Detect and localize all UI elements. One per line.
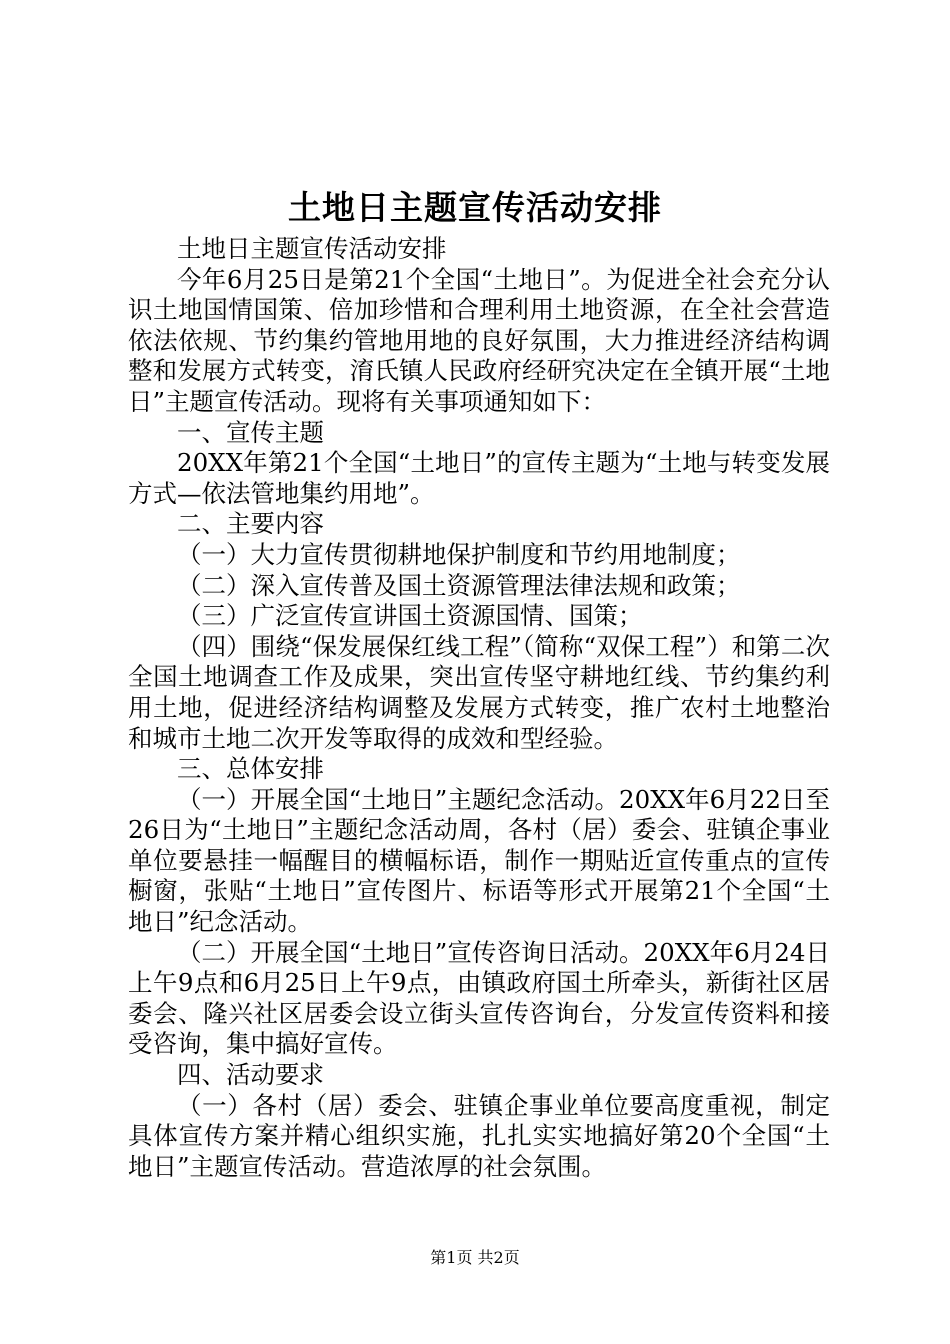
section-heading-theme: 一、宣传主题	[177, 417, 324, 447]
content-item-2: （二）深入宣传普及国土资源管理法律法规和政策；	[177, 570, 741, 600]
document-body	[128, 234, 830, 1182]
section-heading-arrangement: 三、总体安排	[177, 754, 324, 784]
arrangement-item-2: （二）开展全国“土地日”宣传咨询日活动。20XX年6月24日上午9点和6月25日上午9点，由镇政府国土所牵头，新街社区居委会、隆兴社区居委会设立街头宣传咨询台，分发宣传资料和接受咨询，集中搞好宣传。	[128, 937, 830, 1059]
section-heading-content: 二、主要内容	[177, 509, 324, 539]
requirement-item-1: （一）各村（居）委会、驻镇企事业单位要高度重视，制定具体宣传方案并精心组织实施，扎扎实实地搞好第20个全国“土地日”主题宣传活动。营造浓厚的社会氛围。	[128, 1090, 830, 1181]
content-item-4: （四）围绕“保发展保红线工程”（简称“双保工程”）和第二次全国土地调查工作及成果，突出宣传坚守耕地红线、节约集约利用土地，促进经济结构调整及发展方式转变，推广农村土地整治和城市土地二次开发等取得的成效和型经验。	[128, 631, 830, 753]
intro-paragraph: 今年6月25日是第21个全国“土地日”。为促进全社会充分认识土地国情国策、倍加珍惜和合理利用土地资源，在全社会营造依法依规、节约集约管地用地的良好氛围，大力推进经济结构调整和发展方式转变，淯氏镇人民政府经研究决定在全镇开展“土地日”主题宣传活动。现将有关事项通知如下：	[128, 264, 830, 416]
page-footer: 第1页 共2页	[430, 1248, 520, 1267]
section-heading-requirements: 四、活动要求	[177, 1060, 324, 1090]
theme-paragraph: 20XX年第21个全国“土地日”的宣传主题为“土地与转变发展方式—依法管地集约用地”。	[128, 448, 830, 508]
document-title: 土地日主题宣传活动安排	[288, 188, 662, 227]
subtitle-paragraph: 土地日主题宣传活动安排	[177, 234, 447, 263]
content-item-3: （三）广泛宣传宣讲国土资源国情、国策；	[177, 601, 643, 631]
content-item-1: （一）大力宣传贯彻耕地保护制度和节约用地制度；	[177, 539, 741, 569]
arrangement-item-1: （一）开展全国“土地日”主题纪念活动。20XX年6月22日至26日为“土地日”主题纪念活动周，各村（居）委会、驻镇企事业单位要悬挂一幅醒目的横幅标语，制作一期贴近宣传重点的宣传橱窗，张贴“土地日”宣传图片、标语等形式开展第21个全国“土地日”纪念活动。	[128, 784, 830, 937]
